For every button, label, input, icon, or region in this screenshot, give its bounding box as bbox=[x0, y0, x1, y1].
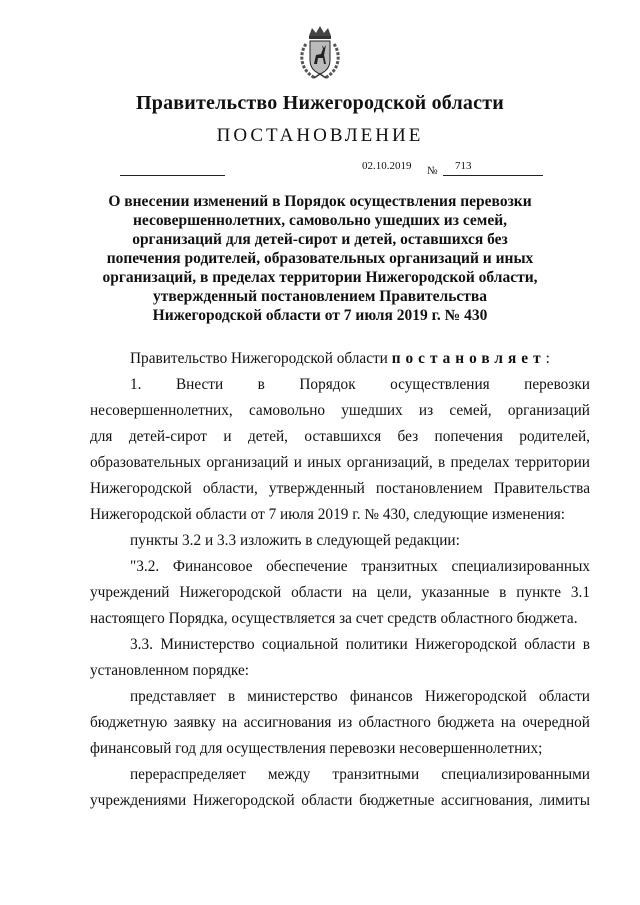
document-number: 713 bbox=[455, 160, 472, 172]
body-line: бюджетную заявку на ассигнования из областного бюджета на очередной bbox=[90, 714, 590, 731]
body-line: финансовый год для осуществления перевозки несовершеннолетних; bbox=[90, 740, 543, 757]
body-line: "3.2. Финансовое обеспечение транзитных специализированных bbox=[130, 558, 590, 575]
intro-line bbox=[90, 346, 590, 372]
document-body bbox=[90, 346, 590, 814]
title-line: организаций для детей-сирот и детей, оставшихся без bbox=[132, 231, 508, 248]
title-line: несовершеннолетних, самовольно ушедших из семей, bbox=[132, 212, 508, 229]
body-line: несовершеннолетних, самовольно ушедших из семей, организаций bbox=[90, 402, 590, 419]
body-line: перераспределяет между транзитными специализированными bbox=[130, 766, 590, 783]
body-line: образовательных организаций и иных организаций, в пределах территории bbox=[90, 454, 590, 471]
title-line: О внесении изменений в Порядок осуществления перевозки bbox=[108, 193, 532, 210]
body-line: 3.3. Министерство социальной политики Нижегородской области в bbox=[130, 636, 590, 653]
body-lines bbox=[90, 372, 590, 814]
document-date: 02.10.2019 bbox=[362, 160, 412, 172]
intro-colon: : bbox=[545, 350, 550, 367]
body-line: для детей-сирот и детей, оставшихся без попечения родителей, bbox=[90, 428, 590, 445]
government-name: Правительство Нижегородской области bbox=[136, 92, 504, 114]
title-line: организаций, в пределах территории Нижегородской области, bbox=[102, 269, 538, 286]
document-type: ПОСТАНОВЛЕНИЕ bbox=[216, 125, 424, 146]
blank-line-left bbox=[120, 175, 225, 176]
resolves-word: постановляет bbox=[391, 350, 546, 367]
number-label: № bbox=[427, 165, 438, 177]
body-line: учреждениями Нижегородской области бюджетные ассигнования, лимиты bbox=[90, 792, 590, 809]
document-title bbox=[95, 192, 545, 325]
body-line: Нижегородской области, утвержденный постановлением Правительства bbox=[90, 480, 590, 497]
title-line: утвержденный постановлением Правительства bbox=[152, 288, 487, 305]
number-underline bbox=[443, 175, 543, 176]
title-line: Нижегородской области от 7 июля 2019 г. № 430 bbox=[152, 307, 488, 324]
title-line: попечения родителей, образовательных организаций и иных bbox=[106, 250, 534, 267]
body-line: установленном порядке: bbox=[90, 662, 250, 679]
body-line: 1. Внести в Порядок осуществления перевозки bbox=[130, 376, 590, 393]
body-line: представляет в министерство финансов Нижегородской области bbox=[130, 688, 590, 705]
body-line: Нижегородской области от 7 июля 2019 г. № 430, следующие изменения: bbox=[90, 506, 565, 523]
intro-text: Правительство Нижегородской области bbox=[130, 350, 392, 367]
coat-of-arms-icon bbox=[297, 24, 343, 82]
body-line: пункты 3.2 и 3.3 изложить в следующей редакции: bbox=[130, 532, 460, 549]
body-line: учреждений Нижегородской области на цели, указанные в пункте 3.1 bbox=[90, 584, 590, 601]
body-line: настоящего Порядка, осуществляется за счет средств областного бюджета. bbox=[90, 610, 578, 627]
